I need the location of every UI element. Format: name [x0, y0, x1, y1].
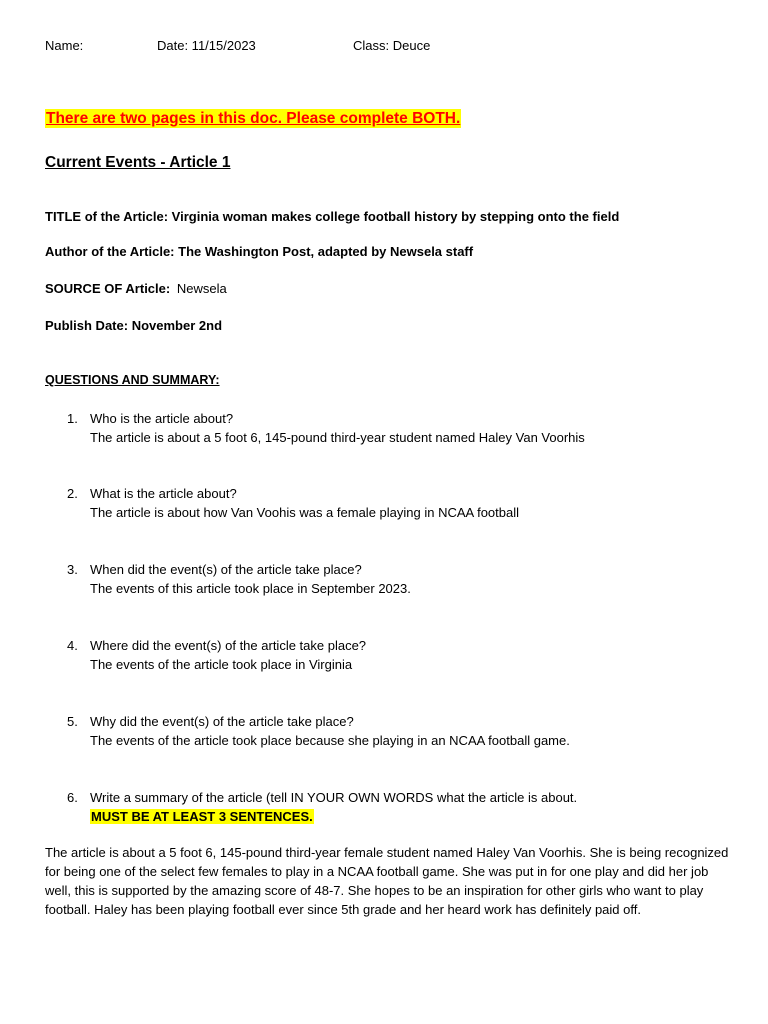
question-number: 4.	[67, 638, 78, 653]
question-text: Who is the article about?	[90, 411, 234, 426]
class-label: Class: Deuce	[353, 38, 431, 53]
question-text: When did the event(s) of the article take place?	[90, 562, 362, 577]
question-number: 6.	[67, 790, 78, 805]
publish-date-field	[45, 318, 222, 333]
question-number: 2.	[67, 486, 78, 501]
two-pages-notice: There are two pages in this doc. Please complete BOTH.	[46, 110, 461, 127]
summary-paragraph: The article is about a 5 foot 6, 145-pound third-year female student named Haley Van Voorhis. She is being recognized for being one of the select few females to play in a NCAA football game. She was put in for one play and did her job well, this is supported by the amazing score of 48-7. She hopes to be an inspiration for other girls who want to play football. Haley has been playing football ever since 5th grade and her heard work has definitely paid off.	[45, 845, 729, 917]
question-text: What is the article about?	[90, 486, 237, 501]
section-title: Current Events - Article 1	[45, 154, 231, 171]
answer-text: The events of the article took place because she playing in an NCAA football game.	[90, 733, 570, 748]
article-title-field	[45, 209, 619, 224]
answer-text: The article is about how Van Voohis was a female playing in NCAA football	[90, 505, 519, 520]
question-text: Why did the event(s) of the article take place?	[90, 714, 354, 729]
question-number: 5.	[67, 714, 78, 729]
questions-heading: QUESTIONS AND SUMMARY:	[45, 373, 220, 387]
article-title-value: Virginia woman makes college football history by stepping onto the field	[171, 209, 620, 224]
answer-text: The events of this article took place in September 2023.	[90, 581, 411, 596]
question-number: 1.	[67, 411, 78, 426]
article-title-label: TITLE of the Article:	[45, 209, 169, 224]
source-value: Newsela	[176, 281, 227, 296]
author-field	[45, 244, 473, 259]
question-text: Write a summary of the article (tell IN YOUR OWN WORDS what the article is about.	[90, 790, 578, 805]
author-label: Author of the Article:	[45, 244, 175, 259]
author-value: The Washington Post, adapted by Newsela staff	[178, 244, 474, 259]
source-label: SOURCE OF Article:	[45, 281, 171, 296]
question-text: Where did the event(s) of the article take place?	[90, 638, 367, 653]
source-field	[45, 281, 227, 296]
publish-date-label: Publish Date:	[45, 318, 129, 333]
question-number: 3.	[67, 562, 78, 577]
header-row	[45, 38, 725, 56]
sentence-requirement: MUST BE AT LEAST 3 SENTENCES.	[91, 809, 313, 824]
name-label: Name:	[45, 38, 84, 53]
publish-date-value: November 2nd	[131, 318, 223, 333]
date-label: Date: 11/15/2023	[157, 38, 256, 53]
answer-text: The article is about a 5 foot 6, 145-pound third-year student named Haley Van Voorhis	[90, 430, 585, 445]
answer-text: The events of the article took place in Virginia	[90, 657, 353, 672]
